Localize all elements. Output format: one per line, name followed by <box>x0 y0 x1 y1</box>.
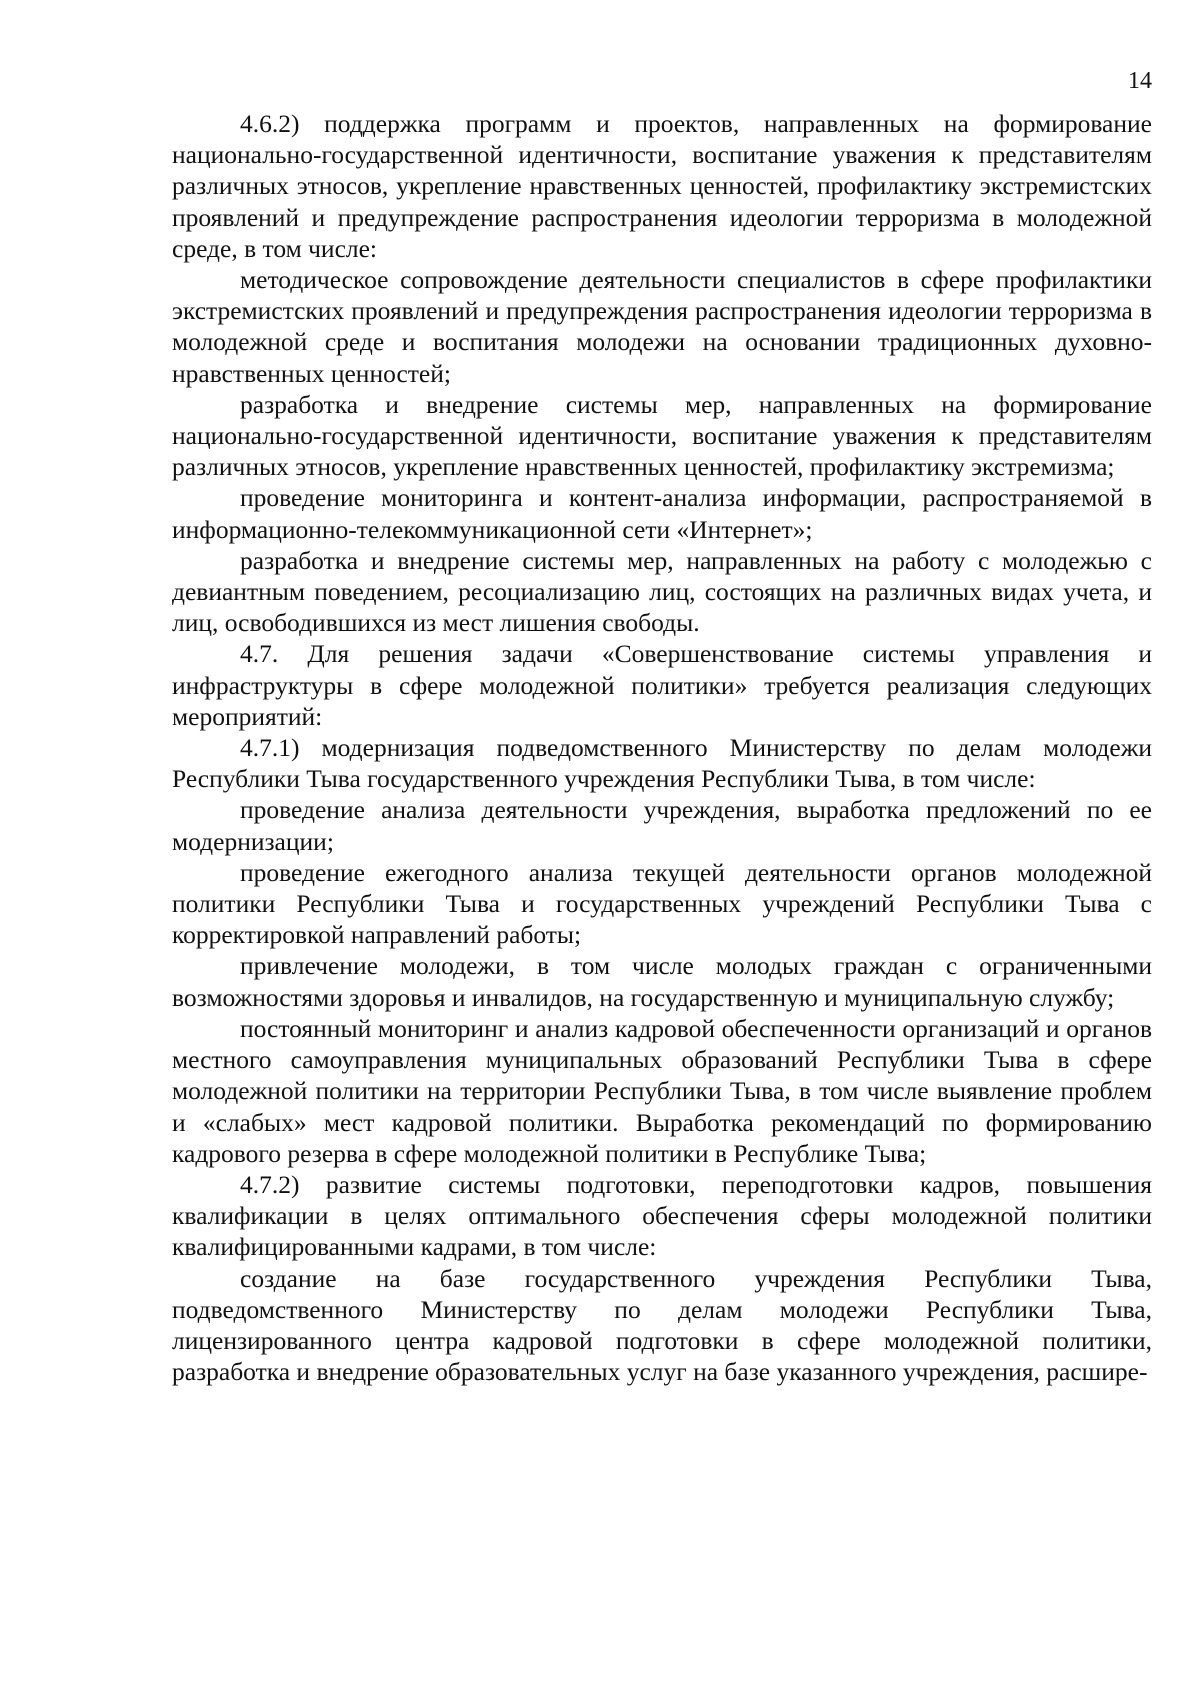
paragraph: 4.6.2) поддержка программ и проектов, направленных на формирование национально-государственной идентичности, воспитание уважения к представителям различных этносов, укрепление нравственных ценностей, профилактику экстремистских проявлений и предупреждение распространения идеологии терроризма в молодежной среде, в том числе: <box>172 109 1152 263</box>
paragraph: проведение мониторинга и контент-анализа информации, распространяемой в информационно-телекоммуникационной сети «Интернет»; <box>172 483 1152 544</box>
page-number: 14 <box>1128 68 1152 94</box>
paragraph: проведение ежегодного анализа текущей деятельности органов молодежной политики Республики Тыва и государственных учреждений Республики Тыва с корректировкой направлений работы; <box>172 857 1152 950</box>
paragraph: методическое сопровождение деятельности специалистов в сфере профилактики экстремистских проявлений и предупреждения распространения идеологии терроризма в молодежной среде и воспитания молодежи на основании традиционных духовно-нравственных ценностей; <box>172 265 1152 388</box>
document-body <box>172 108 1152 1387</box>
paragraph: проведение анализа деятельности учреждения, выработка предложений по ее модернизации; <box>172 795 1152 856</box>
paragraph: разработка и внедрение системы мер, направленных на работу с молодежью с девиантным поведением, ресоциализацию лиц, состоящих на различных видах учета, и лиц, освободившихся из мест лишения свободы. <box>172 545 1152 638</box>
paragraph: разработка и внедрение системы мер, направленных на формирование национально-государственной идентичности, воспитание уважения к представителям различных этносов, укрепление нравственных ценностей, профилактику экстремизма; <box>172 389 1152 482</box>
paragraph: постоянный мониторинг и анализ кадровой обеспеченности организаций и органов местного самоуправления муниципальных образований Республики Тыва в сфере молодежной политики на территории Республики Тыва, в том числе выявление проблем и «слабых» мест кадровой политики. Выработка рекомендаций по формированию кадрового резерва в сфере молодежной политики в Республике Тыва; <box>172 1013 1152 1168</box>
paragraph: 4.7.1) модернизация подведомственного Министерству по делам молодежи Республики Тыва государственного учреждения Республики Тыва, в том числе: <box>172 733 1152 794</box>
paragraph: 4.7. Для решения задачи «Совершенствование системы управления и инфраструктуры в сфере молодежной политики» требуется реализация следующих мероприятий: <box>172 639 1152 731</box>
paragraph: создание на базе государственного учреждения Республики Тыва, подведомственного Министерству по делам молодежи Республики Тыва, лицензированного центра кадровой подготовки в сфере молодежной политики, разработка и внедрение образовательных услуг на базе указанного учреждения, расшире- <box>172 1263 1152 1387</box>
paragraph: привлечение молодежи, в том числе молодых граждан с ограниченными возможностями здоровья и инвалидов, на государственную и муниципальную службу; <box>172 951 1152 1012</box>
paragraph: 4.7.2) развитие системы подготовки, переподготовки кадров, повышения квалификации в целях оптимального обеспечения сферы молодежной политики квалифицированными кадрами, в том числе: <box>172 1169 1152 1262</box>
